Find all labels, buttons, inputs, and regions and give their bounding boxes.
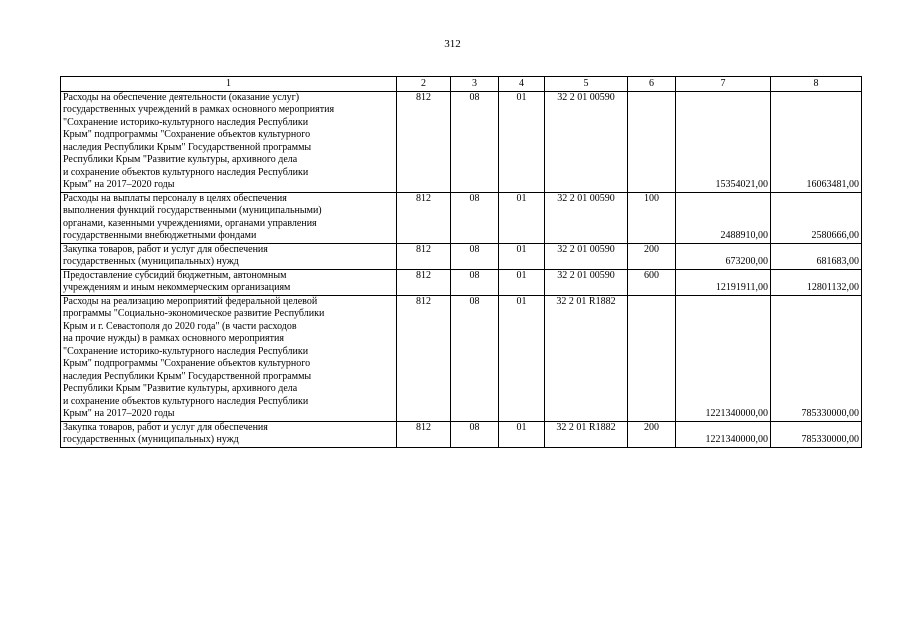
budget-table (60, 76, 862, 448)
subsection-code: 01 (499, 421, 545, 447)
table-header-row (61, 77, 862, 92)
target-article-code: 32 2 01 R1882 (545, 421, 628, 447)
table-row (61, 421, 862, 447)
section-code: 08 (451, 243, 499, 269)
row-description: Расходы на выплаты персоналу в целях обеспечения выполнения функций государственными (муниципальными) органами, казенными учреждениями, органами управления государственными внебюджетными фондами (61, 192, 397, 243)
target-article-code: 32 2 01 00590 (545, 269, 628, 295)
subsection-code: 01 (499, 91, 545, 192)
table-row (61, 192, 862, 243)
amount-column-7: 12191911,00 (676, 269, 771, 295)
target-article-code: 32 2 01 00590 (545, 91, 628, 192)
row-description: Закупка товаров, работ и услуг для обеспечения государственных (муниципальных) нужд (61, 421, 397, 447)
column-header: 5 (545, 77, 628, 92)
row-description: Закупка товаров, работ и услуг для обеспечения государственных (муниципальных) нужд (61, 243, 397, 269)
amount-column-7: 1221340000,00 (676, 295, 771, 421)
section-code: 08 (451, 269, 499, 295)
target-article-code: 32 2 01 00590 (545, 192, 628, 243)
section-code: 08 (451, 91, 499, 192)
expense-type-code (628, 295, 676, 421)
expense-type-code (628, 91, 676, 192)
table-row (61, 295, 862, 421)
column-header: 3 (451, 77, 499, 92)
column-header: 2 (397, 77, 451, 92)
amount-column-8: 681683,00 (771, 243, 862, 269)
subsection-code: 01 (499, 192, 545, 243)
amount-column-8: 2580666,00 (771, 192, 862, 243)
ministry-code: 812 (397, 192, 451, 243)
table-row (61, 91, 862, 192)
row-description: Расходы на обеспечение деятельности (оказание услуг) государственных учреждений в рамках основного мероприятия "Сохранение историко-культурного наследия Республики Крым" подпрограммы "Сохранение объектов культурного наследия Республики Крым" Государственной программы Республики Крым "Развитие культуры, архивного дела и сохранение объектов культурного наследия Республики Крым" на 2017–2020 годы (61, 91, 397, 192)
subsection-code: 01 (499, 269, 545, 295)
table-row (61, 243, 862, 269)
section-code: 08 (451, 192, 499, 243)
target-article-code: 32 2 01 R1882 (545, 295, 628, 421)
row-description: Предоставление субсидий бюджетным, автономным учреждениям и иным некоммерческим организациям (61, 269, 397, 295)
ministry-code: 812 (397, 243, 451, 269)
amount-column-7: 2488910,00 (676, 192, 771, 243)
amount-column-8: 785330000,00 (771, 295, 862, 421)
column-header: 7 (676, 77, 771, 92)
section-code: 08 (451, 295, 499, 421)
expense-type-code: 600 (628, 269, 676, 295)
amount-column-7: 1221340000,00 (676, 421, 771, 447)
column-header: 6 (628, 77, 676, 92)
table-row (61, 269, 862, 295)
ministry-code: 812 (397, 91, 451, 192)
amount-column-7: 673200,00 (676, 243, 771, 269)
expense-type-code: 200 (628, 243, 676, 269)
expense-type-code: 200 (628, 421, 676, 447)
expense-type-code: 100 (628, 192, 676, 243)
table-body (61, 77, 862, 448)
ministry-code: 812 (397, 421, 451, 447)
target-article-code: 32 2 01 00590 (545, 243, 628, 269)
ministry-code: 812 (397, 295, 451, 421)
column-header: 1 (61, 77, 397, 92)
ministry-code: 812 (397, 269, 451, 295)
amount-column-7: 15354021,00 (676, 91, 771, 192)
row-description: Расходы на реализацию мероприятий федеральной целевой программы "Социально-экономическое развитие Республики Крым и г. Севастополя до 2020 года" (в части расходов на прочие нужды) в рамках основного мероприятия "Сохранение историко-культурного наследия Республики Крым" подпрограммы "Сохранение объектов культурного наследия Республики Крым" Государственной программы Республики Крым "Развитие культуры, архивного дела и сохранение объектов культурного наследия Республики Крым" на 2017–2020 годы (61, 295, 397, 421)
amount-column-8: 785330000,00 (771, 421, 862, 447)
amount-column-8: 16063481,00 (771, 91, 862, 192)
subsection-code: 01 (499, 295, 545, 421)
page-number: 312 (444, 38, 461, 50)
section-code: 08 (451, 421, 499, 447)
column-header: 4 (499, 77, 545, 92)
subsection-code: 01 (499, 243, 545, 269)
column-header: 8 (771, 77, 862, 92)
amount-column-8: 12801132,00 (771, 269, 862, 295)
